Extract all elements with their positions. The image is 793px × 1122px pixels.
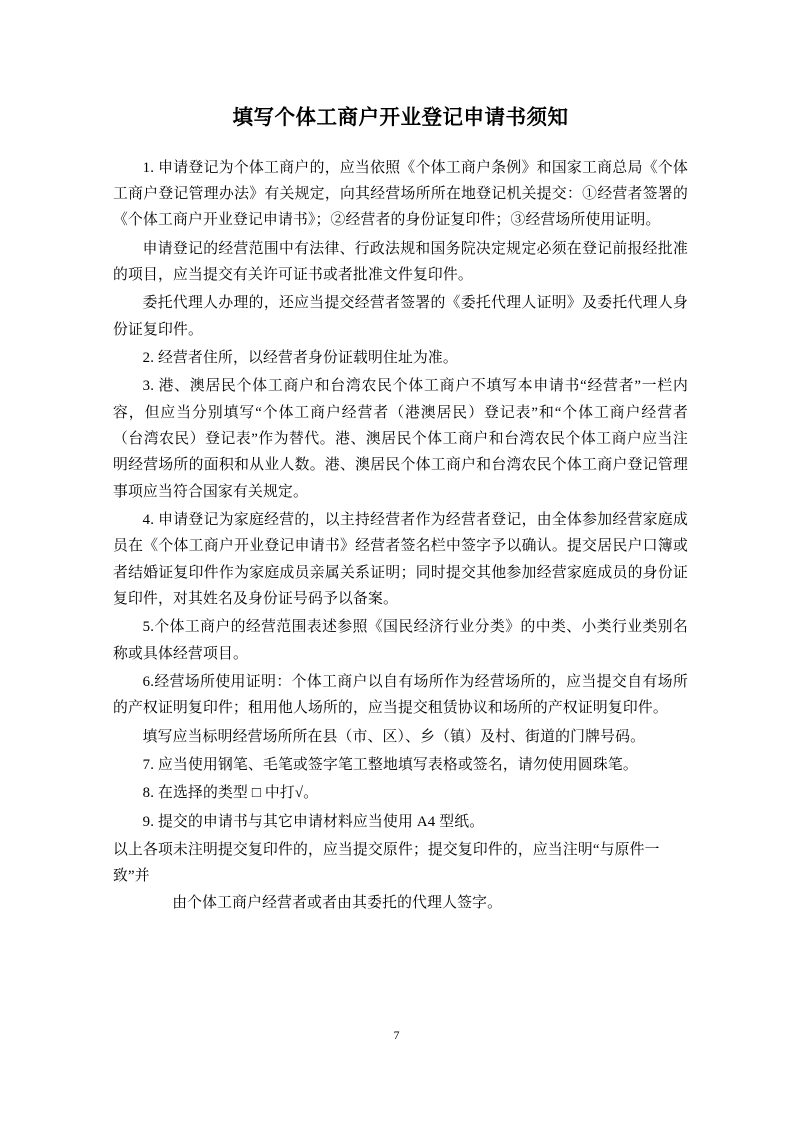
closing-line-2: 由个体工商户经营者或者由其委托的代理人签字。 bbox=[172, 894, 503, 911]
paragraph-8: 6.经营场所使用证明：个体工商户以自有场所作为经营场所的，应当提交自有场所的产权证明复印件；租用他人场所的，应当提交租赁协议和场所的产权证明复印件。 bbox=[113, 673, 688, 717]
paragraph-10: 7. 应当使用钢笔、毛笔或签字笔工整地填写表格或签名，请勿使用圆珠笔。 bbox=[142, 756, 638, 773]
paragraph-9: 填写应当标明经营场所所在县（市、区）、乡（镇）及村、街道的门牌号码。 bbox=[142, 728, 646, 745]
paragraph-2: 申请登记的经营范围中有法律、行政法规和国务院决定规定必须在登记前报经批准的项目，应当提交有关许可证书或者批准文件复印件。 bbox=[113, 240, 688, 283]
closing-line-1: 以上各项未注明提交复印件的，应当提交原件；提交复印件的，应当注明“与原件一致”并 bbox=[113, 841, 660, 885]
document-content bbox=[113, 104, 688, 916]
paragraph-1: 1. 申请登记为个体工商户的，应当依照《个体工商户条例》和国家工商总局《个体工商户登记管理办法》有关规定，向其经营场所所在地登记机关提交：①经营者签署的《个体工商户开业登记申请书》；②经营者的身份证复印件；③经营场所使用证明。 bbox=[113, 159, 688, 229]
paragraph-3: 委托代理人办理的，还应当提交经营者签署的《委托代理人证明》及委托代理人身份证复印件。 bbox=[113, 295, 688, 338]
paragraph-5: 3. 港、澳居民个体工商户和台湾农民个体工商户不填写本申请书“经营者”一栏内容，但应当分别填写“个体工商户经营者（港澳居民）登记表”和“个体工商户经营者（台湾农民）登记表”作为替代。港、澳居民个体工商户和台湾农民个体工商户应当注明经营场所的面积和从业人数。港、澳居民个体工商户和台湾农民个体工商户登记管理事项应当符合国家有关规定。 bbox=[113, 378, 688, 500]
paragraph-4: 2. 经营者住所，以经营者身份证载明住址为准。 bbox=[142, 349, 458, 366]
page-number: 7 bbox=[393, 1028, 400, 1042]
paragraph-12: 9. 提交的申请书与其它申请材料应当使用 A4 型纸。 bbox=[142, 813, 485, 830]
paragraph-6: 4. 申请登记为家庭经营的，以主持经营者作为经营者登记，由全体参加经营家庭成员在《个体工商户开业登记申请书》经营者签名栏中签字予以确认。提交居民户口簿或者结婚证复印件作为家庭成员亲属关系证明；同时提交其他参加经营家庭成员的身份证复印件，对其姓名及身份证号码予以备案。 bbox=[113, 511, 688, 607]
paragraph-7: 5.个体工商户的经营范围表述参照《国民经济行业分类》的中类、小类行业类别名称或具体经营项目。 bbox=[113, 619, 688, 662]
page-title: 填写个体工商户开业登记申请书须知 bbox=[232, 107, 569, 129]
paragraph-11: 8. 在选择的类型 □ 中打√。 bbox=[142, 785, 319, 802]
